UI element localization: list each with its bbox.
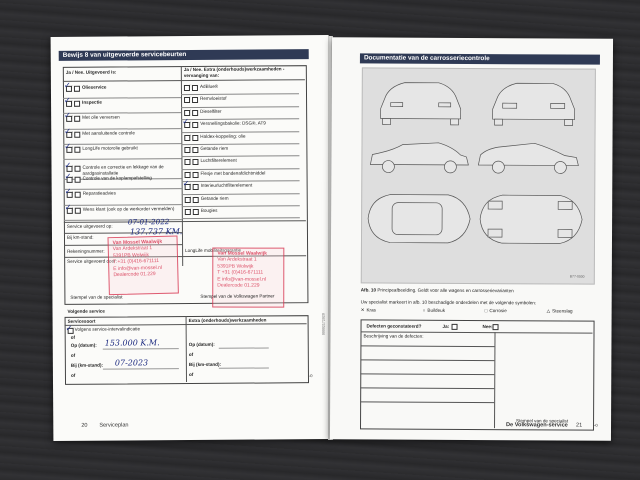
headlight-icon: [551, 103, 565, 108]
page-number: 20: [81, 422, 88, 429]
figure-caption: [361, 287, 514, 294]
separator: /: [189, 108, 191, 114]
page-number: 21: [576, 422, 583, 429]
symbol-icon: □: [484, 308, 488, 314]
checklist-label: Controle van de koplampafstelling: [82, 175, 152, 181]
interval-label: Volgens service-intervalindicatie: [74, 326, 141, 332]
service-date-value: 07-01-2022: [127, 217, 170, 227]
separator: /: [189, 133, 191, 139]
stamp-line: E info@van-mossel.nl: [217, 276, 266, 283]
wheel-icon: [565, 119, 573, 125]
no-checkbox[interactable]: [193, 172, 199, 178]
wheel-icon: [488, 201, 502, 209]
no-checkbox[interactable]: [74, 147, 80, 153]
checklist-label: Wens klant (ook op de werkorder vermelden): [82, 205, 175, 212]
separator: /: [189, 207, 192, 214]
separator: /: [71, 176, 73, 182]
separator: /: [189, 96, 191, 102]
right-date-label: Op (datum):: [188, 341, 215, 348]
checklist-label: Reparatieadvies: [82, 190, 116, 197]
specialist-stamp-label: Stempel van de specialist: [516, 418, 569, 424]
check-mark: ✓: [64, 187, 72, 197]
no-checkbox[interactable]: [192, 110, 198, 116]
yes-label: Ja:: [442, 323, 450, 329]
or-label: of: [188, 351, 194, 358]
checklist-label: Remvloeistof: [200, 96, 227, 102]
footnote: -0: [308, 373, 313, 379]
check-mark: ✓: [182, 179, 190, 189]
checklist-label: Met olie verversen: [82, 114, 120, 121]
checklist-label: Getande riem: [200, 195, 229, 201]
stamp-line: Van Ardekstraat 1: [112, 245, 153, 253]
side-code: 00002172020: [321, 313, 326, 336]
performed-by-label: Service uitgevoerd door:: [67, 258, 117, 264]
stamp-line: T +31 (0)416-671111: [217, 269, 264, 276]
right-page: [330, 37, 613, 440]
left-page-title: Bewijs 8 van uitgevoerde servicebeurten: [59, 49, 309, 61]
odometer-value: 137.737 KM.: [129, 227, 183, 237]
wheel-icon: [554, 161, 566, 173]
figure-number: Afb. 10: [360, 287, 377, 293]
or-label: of: [70, 352, 76, 358]
figure-code: B77-0000: [569, 274, 585, 279]
no-checkbox[interactable]: [192, 122, 198, 128]
checklist-label: AdBlue®: [199, 83, 219, 89]
left-page: [51, 35, 332, 441]
checklist-label: Olieservice: [81, 84, 107, 90]
wheel-icon: [451, 119, 459, 125]
check-mark: ✓: [182, 117, 189, 127]
symbol-label: Steenslag: [552, 308, 573, 314]
check-mark: ✓: [64, 111, 71, 121]
checklist-label: Interieurluchtfilterelement: [200, 182, 253, 189]
checklist-label: Dieselfilter: [200, 108, 222, 114]
stamp-line: Van Ardekstraat 1: [217, 256, 257, 264]
or-label: of: [188, 371, 194, 378]
no-checkbox[interactable]: [192, 159, 198, 165]
checklist-label: Controle en correctie en lekkage van de aardgasinstallatie: [82, 164, 164, 176]
symbol-icon: ✕: [360, 307, 365, 313]
symbol-legend-item: [423, 308, 445, 314]
date-label: Op (datum):: [70, 342, 97, 348]
check-mark: ✓: [65, 323, 73, 333]
checklist-label: Luchtfilterelement: [200, 158, 237, 164]
stamp-line: Dealercode 01.229: [217, 282, 260, 289]
km-label: Bij (km-stand):: [70, 362, 104, 368]
no-checkbox[interactable]: [74, 101, 80, 107]
no-checkbox[interactable]: [192, 135, 198, 141]
check-mark: ✓: [64, 160, 72, 170]
next-col-right: Extra (onderhouds)werkzaamheden: [188, 317, 267, 324]
or-label: of: [70, 334, 76, 340]
no-label: Nee:: [482, 324, 493, 330]
separator: /: [189, 146, 191, 152]
symbol-legend-item: [361, 307, 376, 313]
check-mark: ✓: [63, 80, 71, 90]
separator: /: [189, 170, 191, 176]
check-mark: ✓: [64, 126, 71, 136]
stamp-line: Dealercode 01.229: [113, 271, 156, 279]
separator: /: [71, 100, 73, 106]
roof-panel: [392, 203, 442, 235]
separator: /: [189, 158, 191, 164]
checklist-label: Inspectie: [82, 99, 102, 105]
footer-label: Serviceplan: [99, 422, 129, 429]
wheel-icon: [488, 229, 502, 237]
stamp-line: 5391PB Wolwijk: [217, 263, 254, 270]
checklist-label: Versnellingsbakolie: DSG®, AT9: [200, 120, 266, 127]
wheel-icon: [492, 161, 504, 173]
separator: /: [71, 191, 73, 197]
separator: /: [70, 84, 73, 90]
car-diagram: [361, 67, 596, 284]
no-checkbox[interactable]: [193, 184, 199, 190]
check-mark: ✓: [64, 141, 72, 151]
checklist-label: Flesje met bandenafdichtmiddel: [200, 170, 266, 176]
symbol-icon: △: [546, 308, 551, 314]
check-mark: ✓: [64, 96, 71, 106]
or-label: of: [70, 372, 76, 378]
wheel-icon: [383, 119, 391, 125]
checklist-label: Haldex-koppeling: olie: [200, 133, 246, 139]
symbol-label: Buildeuk: [427, 307, 446, 313]
next-col-left: Servicesoort: [67, 318, 96, 324]
figure-caption-text: Principeafbeelding. Geldt voor alle wagens en carrosserievarianten: [377, 287, 514, 294]
symbol-label: Kras: [366, 307, 376, 313]
right-page-title: Documentatie van de carrosseriecontrole: [360, 53, 600, 64]
no-checkbox[interactable]: [192, 85, 198, 91]
checklist-label: Met aansluitende controle: [82, 129, 135, 136]
service-date-label: Service uitgevoerd op:: [66, 223, 113, 229]
check-mark: ✓: [64, 172, 72, 182]
separator: /: [71, 145, 73, 151]
car-rear-view: [381, 83, 461, 119]
separator: /: [71, 206, 74, 212]
car-front-view: [493, 83, 575, 119]
symbol-icon: ○: [422, 307, 426, 313]
footnote: -0: [594, 422, 598, 428]
footer-label: De Volkswagen-service: [506, 422, 568, 429]
separator: /: [71, 115, 73, 121]
wheel-icon: [444, 161, 456, 173]
no-checkbox[interactable]: [75, 207, 81, 213]
wheel-icon: [382, 161, 394, 173]
next-service-title: Volgende service: [67, 308, 105, 314]
wheel-icon: [558, 201, 572, 209]
separator: /: [189, 183, 191, 189]
no-checkbox[interactable]: [75, 177, 81, 183]
left-column-header: Ja / Nee. Uitgevoerd is:: [65, 69, 117, 75]
headlight-icon: [503, 103, 517, 108]
symbol-label: Corrosie: [489, 308, 507, 314]
no-checkbox[interactable]: [192, 147, 198, 153]
stamp-dealer-name: Van Mossel Waalwijk: [217, 250, 267, 257]
checklist-label: Getande riem: [200, 145, 229, 151]
no-checkbox[interactable]: [74, 86, 80, 92]
signature-right-label: Stempel van de Volkswagen Partner: [200, 293, 275, 299]
odometer-label: Bij km-stand:: [66, 234, 94, 240]
no-checkbox[interactable]: [74, 116, 80, 122]
check-mark: ✓: [64, 202, 72, 212]
yes-checkbox[interactable]: [452, 324, 458, 330]
next-km-value: 153.000 K.M.: [104, 338, 160, 348]
car-outline-drawings: [362, 68, 595, 283]
symbol-legend-item: [547, 308, 573, 314]
stamp-line: T +31 (0)416-671111: [113, 258, 160, 266]
defects-label: Defecten geconstateerd?: [366, 323, 422, 329]
wheel-icon: [495, 119, 503, 125]
stamp-line: E info@van-mossel.nl: [113, 264, 163, 272]
tail-light-icon: [391, 103, 403, 107]
symbol-legend-item: [485, 308, 507, 314]
invoice-label: Rekeningnummer:: [67, 248, 105, 254]
separator: /: [71, 164, 73, 170]
checklist-label: Bougies: [200, 207, 218, 213]
stamp-dealer-name: Van Mossel Waalwijk: [112, 238, 163, 247]
right-column-header-2: vervanging van:: [183, 72, 220, 79]
separator: /: [189, 121, 191, 127]
right-km-label: Bij (km-stand):: [188, 361, 222, 368]
no-checkbox[interactable]: [193, 209, 199, 215]
signature-left-label: Stempel van de specialist: [70, 294, 123, 300]
wheel-icon: [558, 229, 572, 237]
separator: /: [71, 130, 73, 136]
no-checkbox[interactable]: [493, 324, 499, 330]
dealer-stamp-left: [107, 235, 178, 295]
separator: /: [189, 195, 192, 201]
next-date-value: 07-2023: [114, 358, 149, 368]
no-checkbox[interactable]: [74, 166, 80, 172]
no-checkbox[interactable]: [192, 97, 198, 103]
separator: /: [188, 84, 191, 90]
checklist-label: LongLife motorolie gebruikt: [82, 145, 138, 151]
tail-light-icon: [439, 103, 451, 107]
no-checkbox[interactable]: [74, 131, 80, 137]
no-checkbox[interactable]: [75, 192, 81, 198]
marker-intro: Uw specialist markeert in afb. 10 beschadigde onderdelen met de volgende symbolen:: [360, 299, 537, 306]
no-checkbox[interactable]: [193, 197, 199, 203]
stamp-line: 5391PB Wolwijk: [112, 252, 150, 259]
right-column-header-1: Ja / Nee. Extra (onderhouds)werkzaamheden -: [183, 66, 285, 73]
longlife-label: LongLife mobiliteitsgarantie: [185, 247, 242, 254]
description-label: Beschrijving van de defecten:: [363, 333, 424, 339]
